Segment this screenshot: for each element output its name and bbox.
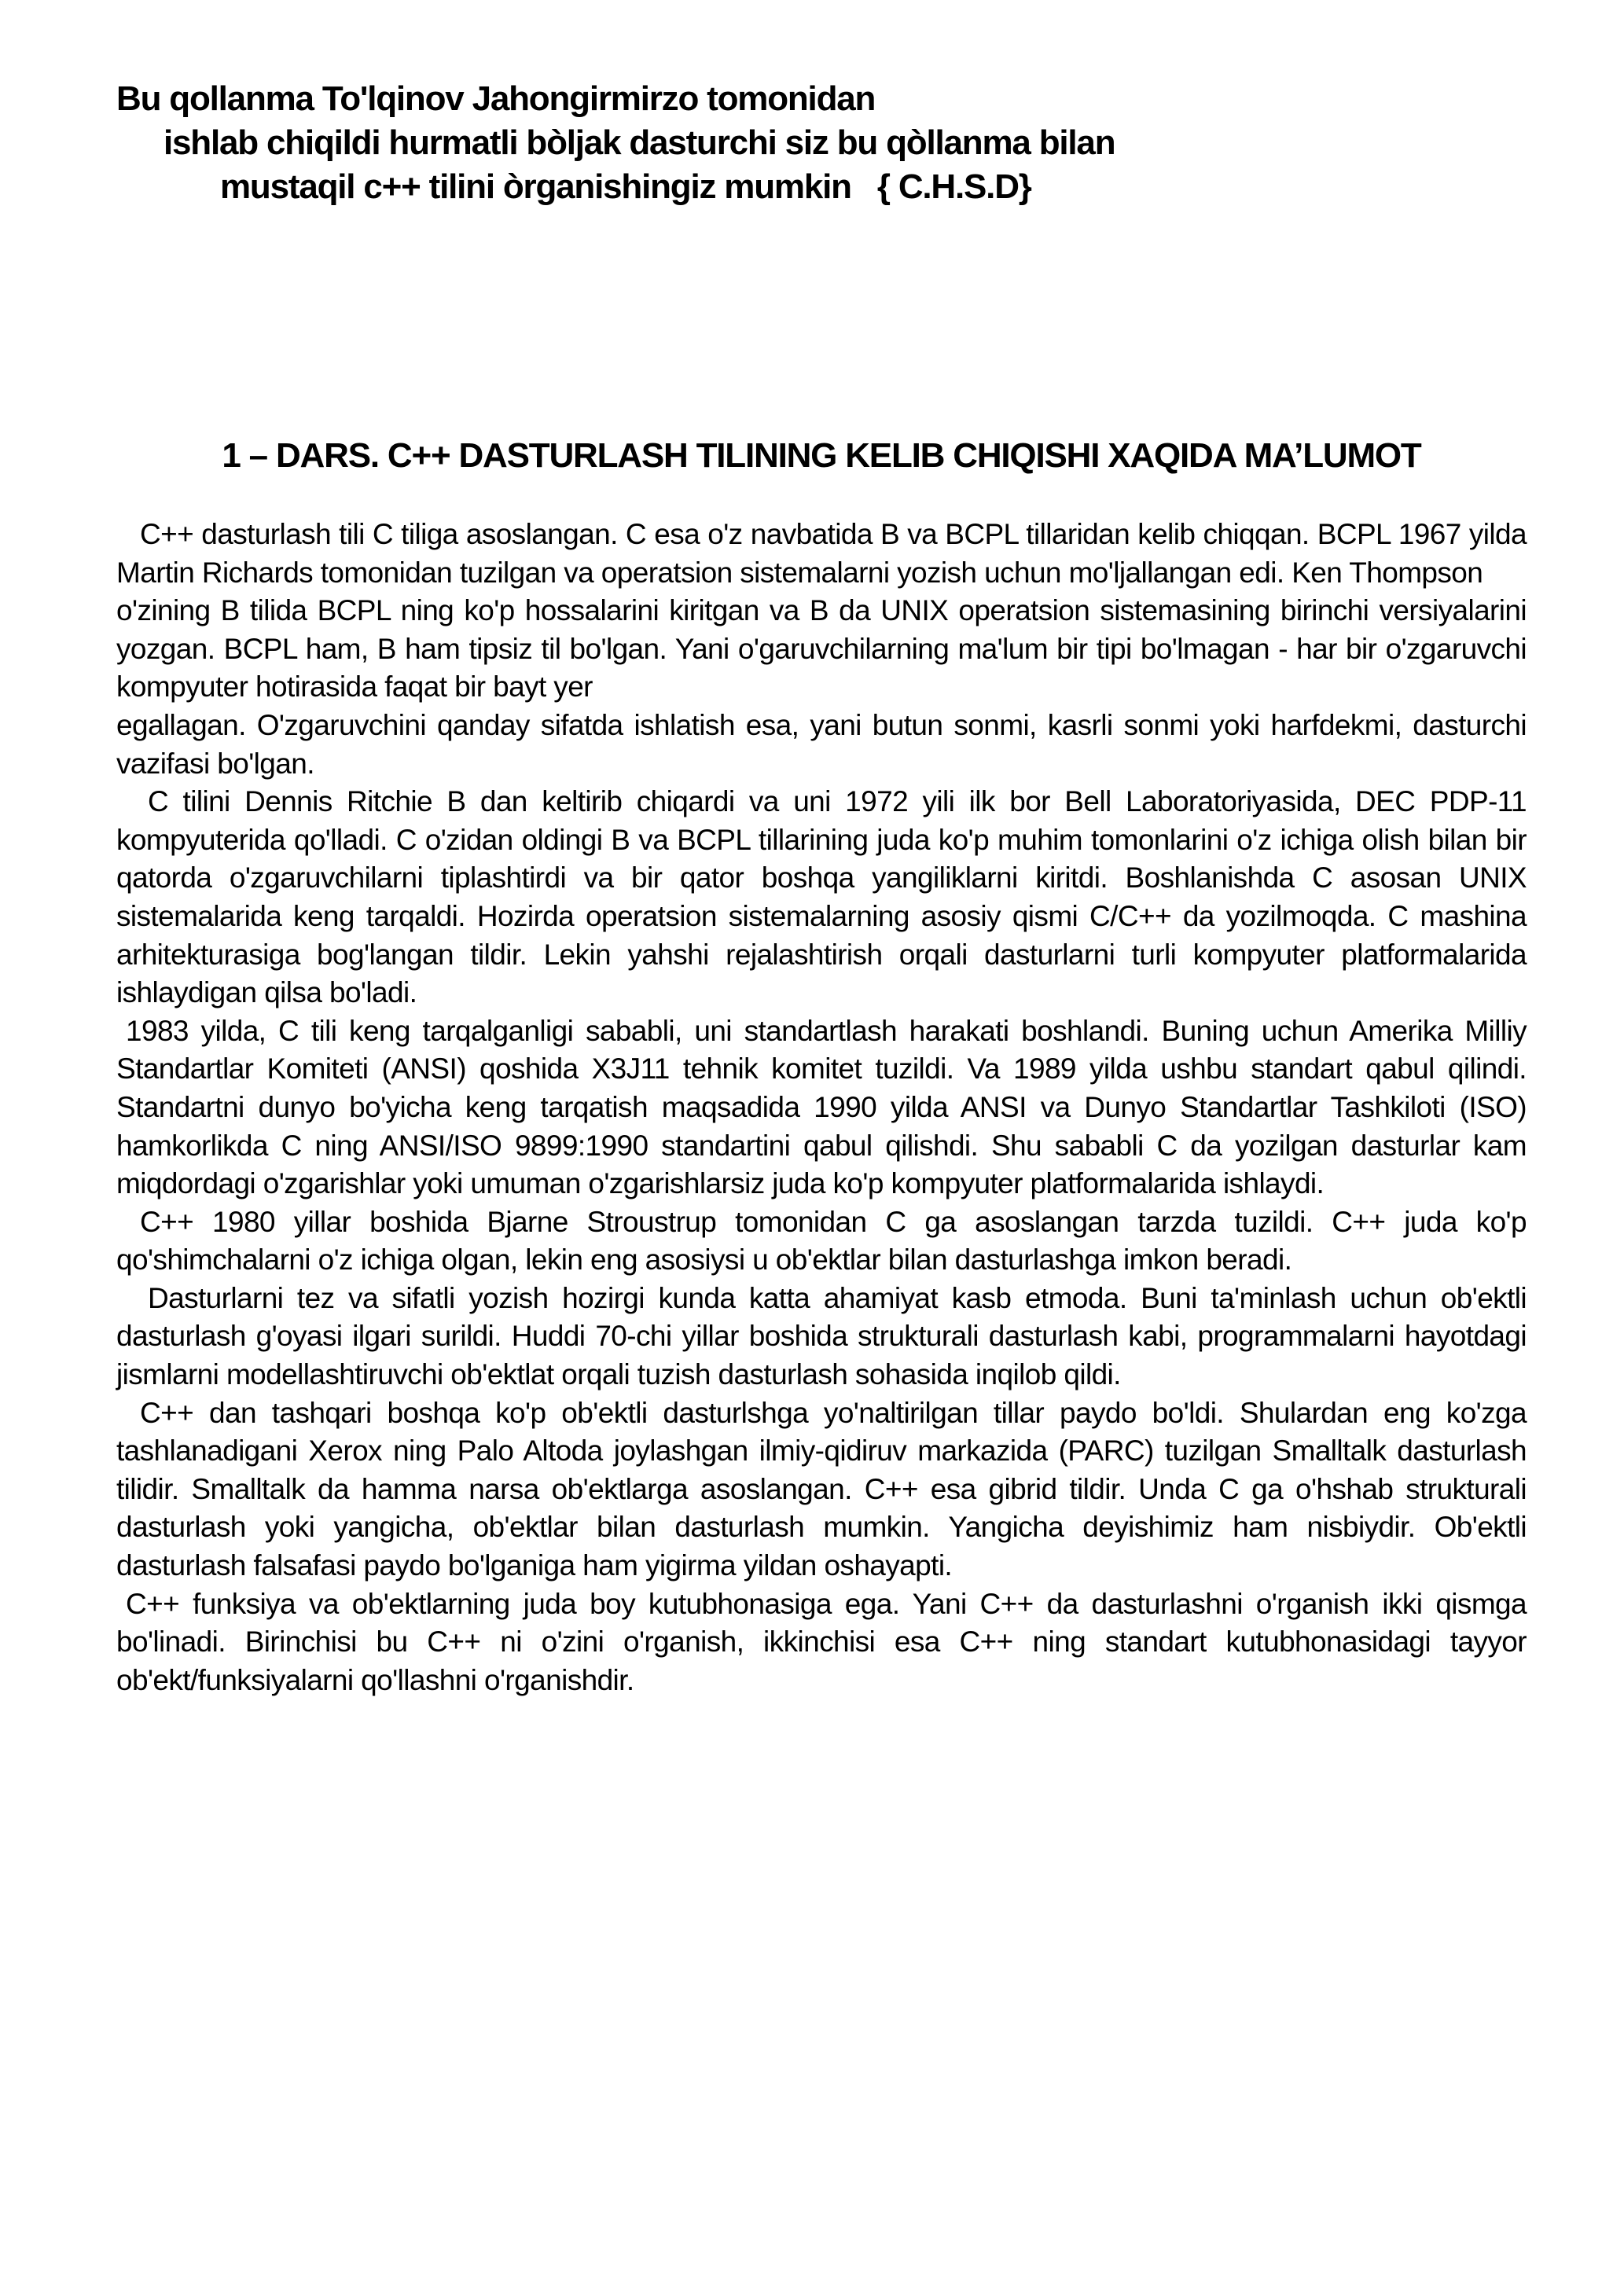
paragraph-standard-library	[116, 1585, 1527, 1700]
paragraph-segment: C tilini Dennis Ritchie B dan keltirib chiqardi va uni 1972 yili ilk bor Bell Laboratoriyasida, DEC PDP-11 kompyuterida qo'lladi. C o'zidan oldingi B va BCPL tillarining juda ko'p muhim tomonlarini o'z ichiga olish bilan bir qatorda o'zgaruvchilarni tiplashtirdi va bir qator boshqa yangiliklarni kiritdi. Boshlanishda C asosan UNIX sistemalarida keng tarqaldi. Hozirda operatsion sistemalarning asosiy qismi C/C++ da yozilmoqda. C mashina arhitekturasiga bog'langan tildir. Lekin yahshi rejalashtirish orqali dasturlarni turli kompyuter platformalarida ishlaydigan qilsa bo'ladi.	[116, 785, 1527, 1009]
paragraph-segment: C++ dan tashqari boshqa ko'p ob'ektli dasturlshga yo'naltirilgan tillar paydo bo'ldi. Shulardan eng ko'zga tashlanadigani Xerox ning Palo Altoda joylashgan ilmiy-qidiruv markazida (PARC) tuzilgan Smalltalk dasturlash tilidir. Smalltalk da hamma narsa ob'ektlarga asoslangan. C++ esa gibrid tildir. Unda C ga o'hshab strukturali dasturlash yoki yangicha, ob'ektlar bilan dasturlash mumkin. Yangicha deyishimiz ham nisbiydir. Ob'ektli dasturlash falsafasi paydo bo'lganiga ham yigirma yildan oshayapti.	[116, 1396, 1527, 1582]
lesson-title: 1 – DARS. C++ DASTURLASH TILINING KELIB CHIQISHI XAQIDA MA’LUMOT	[222, 436, 1421, 475]
paragraph-segment: 1983 yilda, C tili keng tarqalganligi sababli, uni standartlash harakati boshlandi. Buning uchun Amerika Milliy Standartlar Komiteti (ANSI) qoshida X3J11 tehnik komitet tuzildi. Va 1989 yilda ushbu standart qabul qilindi. Standartni dunyo bo'yicha keng tarqatish maqsadida 1990 yilda ANSI va Dunyo Standartlar Tashkiloti (ISO) hamkorlikda C ning ANSI/ISO 9899:1990 standartini qabul qilishdi. Shu sababli C da yozilgan dasturlar kam miqdordagi o'zgarishlar yoki umuman o'zgarishlarsiz juda ko'p kompyuter platformalarida ishlaydi.	[116, 1014, 1527, 1200]
paragraph-other-oop-languages	[116, 1394, 1527, 1585]
intro-line-3: mustaqil c++ tilini òrganishingiz mumkin { C.H.S.D}	[220, 167, 1031, 206]
intro-note	[116, 77, 1531, 209]
paragraph-c-language	[116, 783, 1527, 1012]
paragraph-segment: C++ funksiya va ob'ektlarning juda boy kutubhonasiga ega. Yani C++ da dasturlashni o'rganish ikki qismga bo'linadi. Birinchisi bu C++ ni o'zini o'rganish, ikkinchisi esa C++ ning standart kutubhonasidagi tayyor ob'ekt/funksiyalarni qo'llashni o'rganishdir.	[116, 1587, 1527, 1696]
body-text	[116, 516, 1527, 1699]
paragraph-oop-idea	[116, 1280, 1527, 1394]
intro-line-1: Bu qollanma To'lqinov Jahongirmirzo tomonidan	[116, 79, 876, 118]
paragraph-standardization	[116, 1012, 1527, 1203]
paragraph-origins	[116, 516, 1527, 783]
paragraph-segment: o'zining B tilida BCPL ning ko'p hossalarini kiritgan va B da UNIX operatsion sistemasining birinchi versiyalarini yozgan. BCPL ham, B ham tipsiz til bo'lgan. Yani o'garuvchilarning ma'lum bir tipi bo'lmagan - har bir o'zgaruvchi kompyuter hotirasida faqat bir bayt yer	[116, 594, 1527, 703]
paragraph-segment: Dasturlarni tez va sifatli yozish hozirgi kunda katta ahamiyat kasb etmoda. Buni ta'minlash uchun ob'ektli dasturlash g'oyasi ilgari surildi. Huddi 70-chi yillar boshida strukturali dasturlash kabi, programmalarni hayotdagi jismlarni modellashtiruvchi ob'ektlat orqali tuzish dasturlash sohasida inqilob qildi.	[116, 1281, 1527, 1391]
paragraph-segment: egallagan. O'zgaruvchini qanday sifatda ishlatish esa, yani butun sonmi, kasrli sonmi yoki harfdekmi, dasturchi vazifasi bo'lgan.	[116, 708, 1527, 780]
paragraph-segment: C++ dasturlash tili C tiliga asoslangan. C esa o'z navbatida B va BCPL tillaridan kelib chiqqan. BCPL 1967 yilda Martin Richards tomonidan tuzilgan va operatsion sistemalarni yozish uchun mo'ljallangan edi. Ken Thompson	[116, 518, 1527, 589]
paragraph-segment: C++ 1980 yillar boshida Bjarne Stroustrup tomonidan C ga asoslangan tarzda tuzildi. C++ juda ko'p qo'shimchalarni o'z ichiga olgan, lekin eng asosiysi u ob'ektlar bilan dasturlashga imkon beradi.	[116, 1205, 1527, 1277]
paragraph-cpp-origin	[116, 1203, 1527, 1280]
intro-line-2: ishlab chiqildi hurmatli bòljak dasturchi siz bu qòllanma bilan	[164, 123, 1115, 162]
